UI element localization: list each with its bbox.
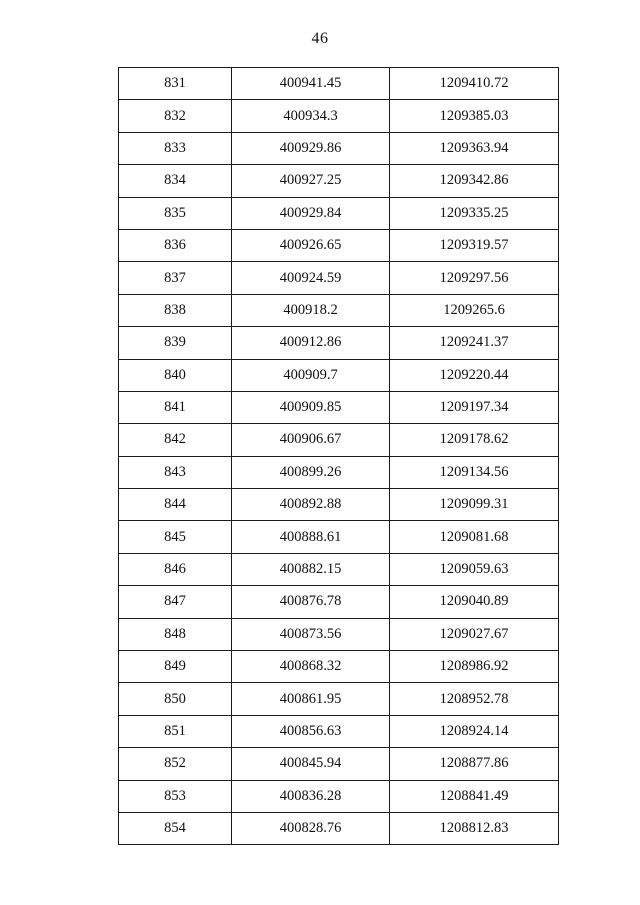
table-row <box>119 489 559 521</box>
point-number-cell: 848 <box>119 618 232 650</box>
x-coordinate-cell: 400909.85 <box>232 391 390 423</box>
table-row <box>119 683 559 715</box>
point-number-cell: 853 <box>119 780 232 812</box>
point-number-cell: 841 <box>119 391 232 423</box>
y-coordinate-cell: 1209335.25 <box>390 197 559 229</box>
table-row <box>119 553 559 585</box>
table-row <box>119 327 559 359</box>
x-coordinate-cell: 400899.26 <box>232 456 390 488</box>
y-coordinate-cell: 1208924.14 <box>390 715 559 747</box>
point-number-cell: 851 <box>119 715 232 747</box>
point-number-cell: 842 <box>119 424 232 456</box>
point-number-cell: 832 <box>119 100 232 132</box>
point-number-cell: 844 <box>119 489 232 521</box>
y-coordinate-cell: 1209178.62 <box>390 424 559 456</box>
y-coordinate-cell: 1209265.6 <box>390 294 559 326</box>
table-body <box>119 68 559 845</box>
point-number-cell: 846 <box>119 553 232 585</box>
x-coordinate-cell: 400888.61 <box>232 521 390 553</box>
x-coordinate-cell: 400873.56 <box>232 618 390 650</box>
y-coordinate-cell: 1209385.03 <box>390 100 559 132</box>
y-coordinate-cell: 1209040.89 <box>390 586 559 618</box>
x-coordinate-cell: 400882.15 <box>232 553 390 585</box>
point-number-cell: 845 <box>119 521 232 553</box>
table-row <box>119 229 559 261</box>
x-coordinate-cell: 400927.25 <box>232 165 390 197</box>
y-coordinate-cell: 1209319.57 <box>390 229 559 261</box>
y-coordinate-cell: 1209081.68 <box>390 521 559 553</box>
point-number-cell: 833 <box>119 132 232 164</box>
x-coordinate-cell: 400929.86 <box>232 132 390 164</box>
point-number-cell: 850 <box>119 683 232 715</box>
y-coordinate-cell: 1208877.86 <box>390 748 559 780</box>
point-number-cell: 849 <box>119 651 232 683</box>
table-row <box>119 100 559 132</box>
y-coordinate-cell: 1209342.86 <box>390 165 559 197</box>
y-coordinate-cell: 1209197.34 <box>390 391 559 423</box>
x-coordinate-cell: 400845.94 <box>232 748 390 780</box>
table-row <box>119 197 559 229</box>
y-coordinate-cell: 1208841.49 <box>390 780 559 812</box>
y-coordinate-cell: 1209297.56 <box>390 262 559 294</box>
table-row <box>119 748 559 780</box>
y-coordinate-cell: 1209363.94 <box>390 132 559 164</box>
y-coordinate-cell: 1209241.37 <box>390 327 559 359</box>
x-coordinate-cell: 400909.7 <box>232 359 390 391</box>
table-row <box>119 424 559 456</box>
table-row <box>119 586 559 618</box>
y-coordinate-cell: 1209410.72 <box>390 68 559 100</box>
x-coordinate-cell: 400876.78 <box>232 586 390 618</box>
x-coordinate-cell: 400924.59 <box>232 262 390 294</box>
x-coordinate-cell: 400892.88 <box>232 489 390 521</box>
y-coordinate-cell: 1209027.67 <box>390 618 559 650</box>
point-number-cell: 838 <box>119 294 232 326</box>
table-row <box>119 812 559 844</box>
point-number-cell: 831 <box>119 68 232 100</box>
point-number-cell: 854 <box>119 812 232 844</box>
x-coordinate-cell: 400828.76 <box>232 812 390 844</box>
table-row <box>119 780 559 812</box>
point-number-cell: 835 <box>119 197 232 229</box>
point-number-cell: 843 <box>119 456 232 488</box>
x-coordinate-cell: 400856.63 <box>232 715 390 747</box>
y-coordinate-cell: 1208952.78 <box>390 683 559 715</box>
table-row <box>119 715 559 747</box>
y-coordinate-cell: 1209099.31 <box>390 489 559 521</box>
table-row <box>119 391 559 423</box>
table-row <box>119 262 559 294</box>
x-coordinate-cell: 400906.67 <box>232 424 390 456</box>
x-coordinate-cell: 400868.32 <box>232 651 390 683</box>
x-coordinate-cell: 400836.28 <box>232 780 390 812</box>
x-coordinate-cell: 400861.95 <box>232 683 390 715</box>
point-number-cell: 834 <box>119 165 232 197</box>
point-number-cell: 839 <box>119 327 232 359</box>
table-row <box>119 521 559 553</box>
table-row <box>119 165 559 197</box>
y-coordinate-cell: 1209134.56 <box>390 456 559 488</box>
table-row <box>119 618 559 650</box>
point-number-cell: 847 <box>119 586 232 618</box>
point-number-cell: 852 <box>119 748 232 780</box>
point-number-cell: 836 <box>119 229 232 261</box>
table-row <box>119 294 559 326</box>
y-coordinate-cell: 1209220.44 <box>390 359 559 391</box>
x-coordinate-cell: 400926.65 <box>232 229 390 261</box>
y-coordinate-cell: 1209059.63 <box>390 553 559 585</box>
point-number-cell: 837 <box>119 262 232 294</box>
table-row <box>119 132 559 164</box>
table-row <box>119 651 559 683</box>
x-coordinate-cell: 400941.45 <box>232 68 390 100</box>
x-coordinate-cell: 400918.2 <box>232 294 390 326</box>
table-row <box>119 68 559 100</box>
point-number-cell: 840 <box>119 359 232 391</box>
y-coordinate-cell: 1208986.92 <box>390 651 559 683</box>
x-coordinate-cell: 400929.84 <box>232 197 390 229</box>
x-coordinate-cell: 400912.86 <box>232 327 390 359</box>
y-coordinate-cell: 1208812.83 <box>390 812 559 844</box>
table-row <box>119 456 559 488</box>
coordinate-table <box>118 67 559 845</box>
x-coordinate-cell: 400934.3 <box>232 100 390 132</box>
table-row <box>119 359 559 391</box>
page-number: 46 <box>311 30 329 47</box>
